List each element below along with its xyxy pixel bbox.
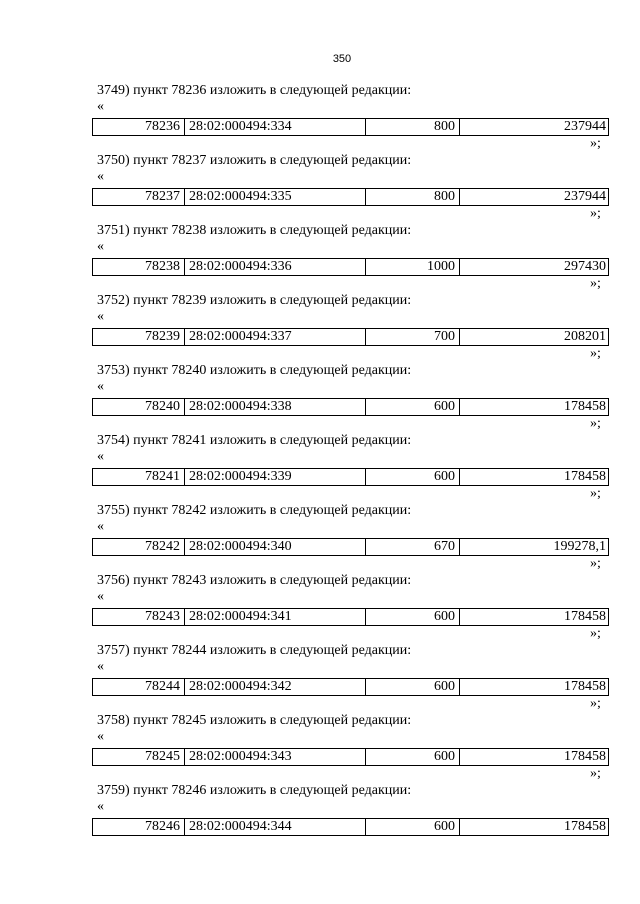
opening-quote: « xyxy=(97,169,104,184)
amendment-entry xyxy=(0,503,640,573)
table-row xyxy=(92,118,609,136)
area-cell: 600 xyxy=(366,469,460,485)
area-cell: 800 xyxy=(366,119,460,135)
item-number-cell: 78239 xyxy=(93,329,185,345)
cadastral-number-cell: 28:02:000494:343 xyxy=(185,749,366,765)
amendment-entry xyxy=(0,643,640,713)
item-number-cell: 78244 xyxy=(93,679,185,695)
area-cell: 670 xyxy=(366,539,460,555)
area-cell: 800 xyxy=(366,189,460,205)
item-number-cell: 78240 xyxy=(93,399,185,415)
opening-quote: « xyxy=(97,729,104,744)
value-cell: 178458 xyxy=(564,399,606,414)
table-row xyxy=(92,188,609,206)
amendment-instruction: 3750) пункт 78237 изложить в следующей редакции: xyxy=(97,153,412,168)
closing-quote: »; xyxy=(590,416,601,431)
amendment-entry xyxy=(0,83,640,153)
closing-quote: »; xyxy=(590,766,601,781)
value-cell: 178458 xyxy=(564,819,606,834)
amendment-instruction: 3755) пункт 78242 изложить в следующей редакции: xyxy=(97,503,412,518)
cadastral-number-cell: 28:02:000494:339 xyxy=(185,469,366,485)
area-cell: 600 xyxy=(366,399,460,415)
opening-quote: « xyxy=(97,589,104,604)
item-number-cell: 78246 xyxy=(93,819,185,835)
closing-quote: »; xyxy=(590,346,601,361)
closing-quote: »; xyxy=(590,696,601,711)
cadastral-number-cell: 28:02:000494:341 xyxy=(185,609,366,625)
amendment-instruction: 3749) пункт 78236 изложить в следующей редакции: xyxy=(97,83,412,98)
closing-quote: »; xyxy=(590,626,601,641)
cadastral-number-cell: 28:02:000494:338 xyxy=(185,399,366,415)
area-cell: 700 xyxy=(366,329,460,345)
amendment-entry xyxy=(0,363,640,433)
table-row xyxy=(92,538,609,556)
amendment-entry xyxy=(0,293,640,363)
table-row xyxy=(92,608,609,626)
closing-quote: »; xyxy=(590,556,601,571)
opening-quote: « xyxy=(97,519,104,534)
area-cell: 600 xyxy=(366,679,460,695)
opening-quote: « xyxy=(97,309,104,324)
amendment-entry xyxy=(0,223,640,293)
item-number-cell: 78242 xyxy=(93,539,185,555)
page-number: 350 xyxy=(332,53,352,65)
amendment-entry xyxy=(0,153,640,223)
value-cell: 237944 xyxy=(564,189,606,204)
opening-quote: « xyxy=(97,239,104,254)
closing-quote: »; xyxy=(590,486,601,501)
closing-quote: »; xyxy=(590,206,601,221)
amendment-instruction: 3759) пункт 78246 изложить в следующей редакции: xyxy=(97,783,412,798)
cadastral-number-cell: 28:02:000494:336 xyxy=(185,259,366,275)
opening-quote: « xyxy=(97,379,104,394)
item-number-cell: 78236 xyxy=(93,119,185,135)
amendment-entry xyxy=(0,433,640,503)
table-row xyxy=(92,748,609,766)
cadastral-number-cell: 28:02:000494:344 xyxy=(185,819,366,835)
item-number-cell: 78245 xyxy=(93,749,185,765)
amendment-instruction: 3751) пункт 78238 изложить в следующей редакции: xyxy=(97,223,412,238)
table-row xyxy=(92,468,609,486)
item-number-cell: 78237 xyxy=(93,189,185,205)
value-cell: 297430 xyxy=(564,259,606,274)
table-row xyxy=(92,258,609,276)
area-cell: 1000 xyxy=(366,259,460,275)
opening-quote: « xyxy=(97,799,104,814)
value-cell: 178458 xyxy=(564,749,606,764)
table-row xyxy=(92,328,609,346)
opening-quote: « xyxy=(97,99,104,114)
area-cell: 600 xyxy=(366,749,460,765)
amendment-entry xyxy=(0,713,640,783)
item-number-cell: 78243 xyxy=(93,609,185,625)
table-row xyxy=(92,398,609,416)
opening-quote: « xyxy=(97,449,104,464)
amendment-instruction: 3756) пункт 78243 изложить в следующей редакции: xyxy=(97,573,412,588)
cadastral-number-cell: 28:02:000494:342 xyxy=(185,679,366,695)
cadastral-number-cell: 28:02:000494:335 xyxy=(185,189,366,205)
amendment-instruction: 3757) пункт 78244 изложить в следующей редакции: xyxy=(97,643,412,658)
amendment-instruction: 3754) пункт 78241 изложить в следующей редакции: xyxy=(97,433,412,448)
amendment-instruction: 3752) пункт 78239 изложить в следующей редакции: xyxy=(97,293,412,308)
value-cell: 178458 xyxy=(564,679,606,694)
area-cell: 600 xyxy=(366,609,460,625)
value-cell: 199278,1 xyxy=(553,539,606,554)
amendment-entry xyxy=(0,783,640,853)
cadastral-number-cell: 28:02:000494:334 xyxy=(185,119,366,135)
closing-quote: »; xyxy=(590,276,601,291)
amendment-entry xyxy=(0,573,640,643)
value-cell: 178458 xyxy=(564,609,606,624)
cadastral-number-cell: 28:02:000494:337 xyxy=(185,329,366,345)
value-cell: 178458 xyxy=(564,469,606,484)
cadastral-number-cell: 28:02:000494:340 xyxy=(185,539,366,555)
opening-quote: « xyxy=(97,659,104,674)
amendment-instruction: 3753) пункт 78240 изложить в следующей редакции: xyxy=(97,363,412,378)
value-cell: 237944 xyxy=(564,119,606,134)
table-row xyxy=(92,818,609,836)
value-cell: 208201 xyxy=(564,329,606,344)
amendment-instruction: 3758) пункт 78245 изложить в следующей редакции: xyxy=(97,713,412,728)
area-cell: 600 xyxy=(366,819,460,835)
item-number-cell: 78241 xyxy=(93,469,185,485)
item-number-cell: 78238 xyxy=(93,259,185,275)
closing-quote: »; xyxy=(590,136,601,151)
table-row xyxy=(92,678,609,696)
